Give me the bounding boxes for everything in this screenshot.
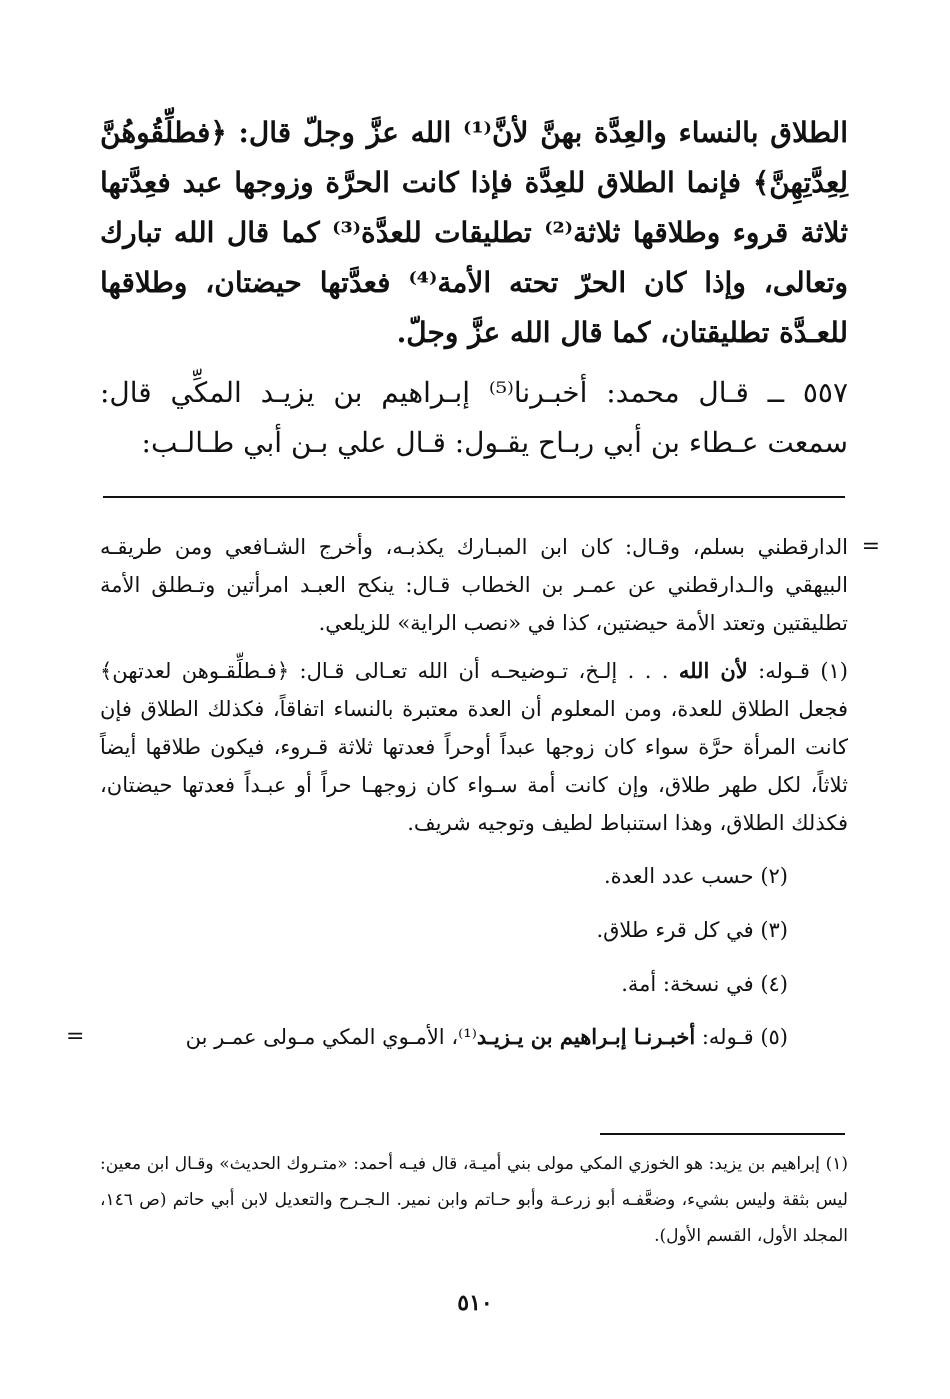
footnote-divider: [600, 1133, 845, 1135]
note-5-lead: قـوله:: [701, 1025, 754, 1049]
continuation-mark: =: [861, 534, 880, 559]
note-5-text: ⁽¹⁾، الأمـوي المكي مـولى عمـر بن: [185, 1025, 477, 1049]
note-1-keyword: لأن الله: [678, 658, 748, 683]
continued-note: [100, 528, 880, 642]
note-1-lead: قـوله:: [758, 659, 810, 683]
page-number: ٥١٠: [457, 1290, 493, 1316]
note-3: [100, 910, 848, 950]
hadith-557-paragraph: ٥٥٧ ــ قـال محمد: أخبـرنا⁽⁵⁾ إبـراهيم بن يزيـد المكِّي قال: سمعت عـطاء بن أبي ربـاح يقـول: قـال علي بـن أبي طـالـب:: [100, 376, 848, 459]
main-paragraph: الطلاق بالنساء والعِدَّة بهنَّ لأنَّ⁽¹⁾ الله عزَّ وجلّ قال: ﴿فطلِّقُوهُنَّ لِعِدَّتِهِنَّ﴾ فإنما الطلاق للعِدَّة فإذا كانت الحرَّة وزوجها عبد فعِدَّتها ثلاثة قروء وطلاقها ثلاثة⁽²⁾ تطليقات للعدَّة⁽³⁾ كما قال الله تبارك وتعالى، وإذا كان الحرّ تحته الأمة⁽⁴⁾ فعدَّتها حيضتان، وطلاقها للعـدَّة تطليقتان، كما قال الله عزَّ وجلّ.: [100, 116, 849, 349]
footnote-number: (١): [825, 1154, 848, 1174]
note-3-text: في كل قرء طلاق.: [596, 918, 754, 942]
main-text: [100, 108, 848, 468]
note-1: [100, 652, 848, 842]
note-1-number: (١): [820, 659, 848, 683]
continued-note-text: الدارقطني بسلم، وقـال: كان ابن المبـارك يكذبـه، وأخرج الشـافعي ومن طريقـه البيهقي والـدارقطني عن عمـر بن الخطاب قـال: ينكح العبـد امرأتين وتـطلق الأمة تطليقتين وتعتد الأمة حيضتين، كذا في «نصب الراية» للزيلعي.: [100, 535, 848, 635]
note-4-number: (٤): [760, 972, 788, 996]
note-2: [100, 856, 848, 896]
footnote-text: إبراهيم بن يزيد: هو الخوزي المكي مولى بني أميـة، قال فيـه أحمد: «متـروك الحديث» وقـال ابن معين: ليس بثقة وليس بشيء، وضعَّفـه أبو زرعـة وأبو حـاتم وابن نمير. الـجـرح والتعديل لابن أبي حاتم (ص ١٤٦، المجلد الأول، القسم الأول).: [100, 1154, 848, 1246]
note-4: [100, 964, 848, 1004]
note-5: [66, 1018, 848, 1056]
note-2-number: (٢): [760, 864, 788, 888]
note-4-text: في نسخة: أمة.: [621, 972, 754, 996]
note-1-text: . . . إلـخ، تـوضيحـه أن الله تعـالى قـال: ﴿فـطلِّقـوهن لعدتهن﴾ فجعل الطلاق للعدة، ومن المعلوم أن العدة معتبرة بالنساء اتفاقاً، فكذلك الطلاق فإن كانت المرأة حرَّة سواء كان زوجها عبداً أوحراً فعدتها ثلاثة قـروء، فيكون طلاقها أيضاً ثلاثاً، لكل طهر طلاق، وإن كانت أمة سـواء كان زوجهـا حراً أو عبـداً فعدتها حيضتان، فكذلك الطلاق، وهذا استنباط لطيف وتوجيه شريف.: [100, 659, 848, 835]
note-5-keyword: أخبـرنـا إبـراهيم بن يـزيـد: [476, 1024, 696, 1049]
note-5-number: (٥): [760, 1025, 788, 1049]
commentary-notes: [66, 528, 880, 1056]
note-5-continues-mark: =: [66, 1024, 85, 1049]
note-2-text: حسب عدد العدة.: [603, 864, 754, 888]
note-3-number: (٣): [760, 918, 788, 942]
main-divider: [103, 496, 845, 498]
footnote: [100, 1146, 848, 1254]
